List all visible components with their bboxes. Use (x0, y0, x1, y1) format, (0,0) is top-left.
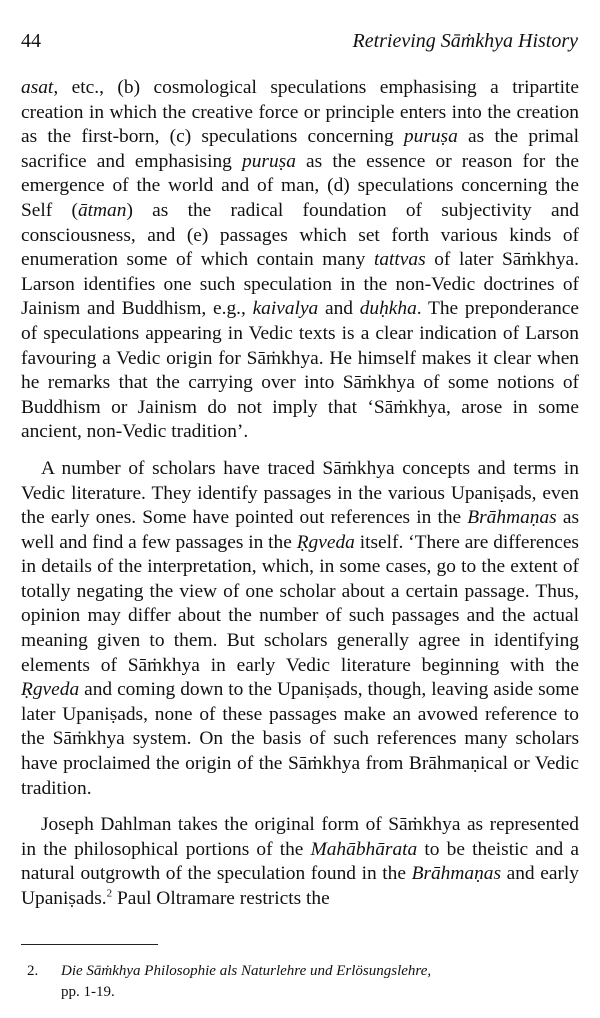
text-run: and early Upaniṣads. (21, 863, 579, 909)
paragraph (21, 76, 579, 445)
text-run: . The preponderance of speculations appearing in Vedic texts is a clear indication of Larson favouring a Vedic origin for Sāṁkhya. He himself makes it clear when he remarks that the carrying over into Sāṁkhya of some notions of Buddhism or Jainism do not imply that ‘Sāṁkhya, arose in some ancient, non-Vedic tradition’. (21, 298, 580, 443)
italic-term: kaivalya (252, 298, 319, 320)
footnote-title: Die Sāṁkhya Philosophie als Naturlehre und Erlösungslehre, (61, 963, 432, 979)
body-text (21, 76, 579, 924)
text-run: and coming down to the Upaniṣads, though, leaving aside some later Upaniṣads, none of these passages make an avowed reference to the Sāṁkhya system. On the basis of such references many scholars have proclaimed the origin of the Sāṁkhya from Brāhmaṇical or Vedic tradition. (21, 679, 579, 799)
italic-term: Ṛgveda (296, 531, 355, 553)
italic-term: Brāhmaṇas (411, 863, 502, 885)
italic-term: tattvas (373, 249, 426, 271)
footnote-pages: pp. 1-19. (61, 984, 115, 1000)
italic-term: puruṣa (242, 150, 296, 172)
running-title: Retrieving Sāṁkhya History (352, 30, 578, 52)
text-run: as the essence or reason for the emergence of the world and of man, (d) speculations concerning the Self ( (21, 150, 579, 221)
text-run: Joseph Dahlman takes the original form of Sāṁkhya as represented in the philosophical portions of the (21, 814, 579, 860)
text-run: to be theistic and a natural outgrowth of the speculation found in the (21, 838, 579, 885)
footnote-ref: 2 (106, 887, 113, 900)
italic-term: puruṣa (403, 126, 458, 148)
italic-term: duḥkha (359, 298, 417, 320)
italic-term: Ṛgveda (21, 679, 80, 701)
text-run: as the primal sacrifice and emphasising (21, 126, 579, 172)
text-run: , etc., (b) cosmological speculations emphasising a tripartite creation in which the creative force or principle enters into the creation as the first-born, (c) speculations concerning (21, 77, 579, 148)
text-run: A number of scholars have traced Sāṁkhya concepts and terms in Vedic literature. They identify passages in the various Upaniṣads, even the early ones. Some have pointed out references in the (21, 457, 579, 529)
text-run: Paul Oltramare restricts the (112, 888, 330, 909)
italic-term: ātman (77, 199, 127, 221)
text-run: of later Sāṁkhya. Larson identifies one such speculation in the non-Vedic doctrines of Jainism and Buddhism, e.g., (21, 249, 579, 320)
text-run: ) as the radical foundation of subjectivity and consciousness, and (e) passages which set forth various kinds of enumeration some of which contain many (21, 199, 579, 271)
footnote-text (61, 961, 579, 1003)
paragraph (21, 457, 579, 801)
italic-term: Mahābhārata (310, 838, 418, 860)
footnote-divider (21, 944, 158, 945)
footnote (21, 961, 579, 1003)
paragraph (21, 813, 579, 911)
page-header (21, 30, 578, 56)
text-run: and (318, 298, 360, 320)
italic-term: Brāhmaṇas (467, 507, 557, 529)
page-number: 44 (21, 30, 41, 52)
footnote-number: 2. (27, 963, 39, 979)
italic-term: asat (21, 77, 54, 98)
text-run: as well and find a few passages in the (21, 507, 579, 553)
text-run: itself. ‘There are differences in details of the interpretation, which, in some cases, go to the extent of totally negating the view of one scholar about a certain passage. Thus, opinion may differ about the number of such passages and the actual meaning given to them. But scholars generally agree in identifying elements of Sāṁkhya in early Vedic literature beginning with the (21, 531, 579, 676)
